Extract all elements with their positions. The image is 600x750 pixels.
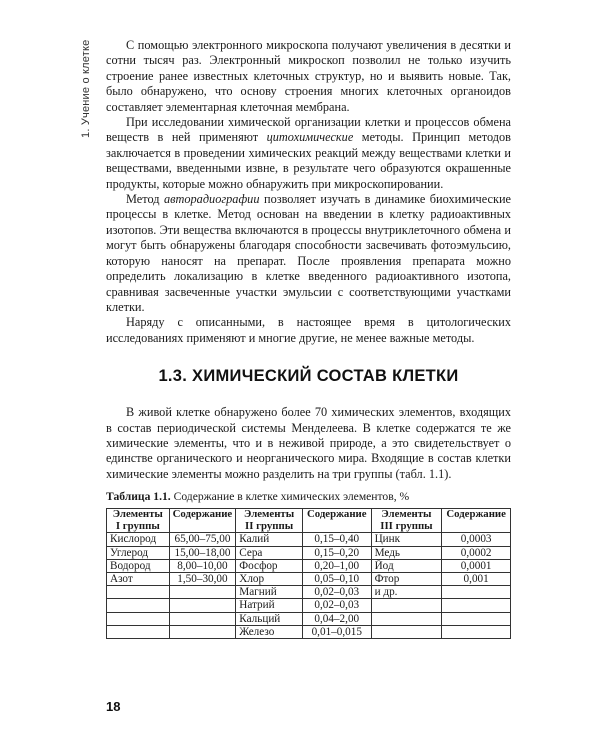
paragraph-text: При исследовании химической организации клетки и процессов обмена веществ в ней применяют xyxy=(106,115,511,145)
content-value-cell: 1,50–30,00 xyxy=(169,572,236,585)
running-header: 1. Учение о клетке xyxy=(80,40,92,139)
paragraph-text: Наряду с описанными, в настоящее время в цитологических исследованиях применяют и многие другие, не менее важные методы. xyxy=(106,315,511,345)
paragraph-text: Метод xyxy=(126,192,165,207)
content-value-cell: 0,0001 xyxy=(442,559,511,572)
element-name-cell: Цинк xyxy=(371,533,442,546)
column-header: Элементы II группы xyxy=(236,509,303,533)
element-name-cell: Кислород xyxy=(107,533,170,546)
content-value-cell xyxy=(442,586,511,599)
element-name-cell: Железо xyxy=(236,625,303,638)
content-value-cell: 0,20–1,00 xyxy=(302,559,371,572)
content-value-cell xyxy=(442,599,511,612)
column-header: Содержание xyxy=(442,509,511,533)
body-text xyxy=(106,38,511,346)
content-value-cell: 0,05–0,10 xyxy=(302,572,371,585)
content-value-cell: 8,00–10,00 xyxy=(169,559,236,572)
element-name-cell: Углерод xyxy=(107,546,170,559)
paragraph-text: позволяет изучать в динамике биохимические процессы в клетке. Метод основан на введении в клетку радиоактивных изотопов. Эти вещества включаются в процессы внутриклеточного обмена и могут быть обнаружены благодаря способности засвечивать фотоэмульсию, которую наносят на препарат. После проявления препарата можно определить локализацию в клетке введенного радиоактивного изотопа, сравнивая засвеченные участки эмульсии с соответствующими участками клетки. xyxy=(106,192,511,314)
element-name-cell xyxy=(107,586,170,599)
content-value-cell: 15,00–18,00 xyxy=(169,546,236,559)
content-value-cell: 0,01–0,015 xyxy=(302,625,371,638)
content-value-cell: 0,0002 xyxy=(442,546,511,559)
element-name-cell: Кальций xyxy=(236,612,303,625)
table-caption-text: Содержание в клетке химических элементов, % xyxy=(170,490,410,504)
content-value-cell: 0,001 xyxy=(442,572,511,585)
table-row xyxy=(107,572,511,585)
content-value-cell xyxy=(169,599,236,612)
table-row xyxy=(107,586,511,599)
element-name-cell: Магний xyxy=(236,586,303,599)
element-name-cell xyxy=(107,625,170,638)
table-header-row xyxy=(107,509,511,533)
paragraph xyxy=(106,192,511,315)
element-name-cell: Фосфор xyxy=(236,559,303,572)
element-name-cell: Водород xyxy=(107,559,170,572)
content-value-cell: 0,04–2,00 xyxy=(302,612,371,625)
paragraph-text: методы. Принцип методов заключается в проведении химических реакций между веществами клетки и веществами, введенными извне, в результате чего образуются окрашенные продукты, которые можно обнаружить при микроскопировании. xyxy=(106,130,511,191)
table-row xyxy=(107,612,511,625)
content-value-cell xyxy=(169,612,236,625)
content-value-cell xyxy=(442,612,511,625)
element-name-cell: Йод xyxy=(371,559,442,572)
element-name-cell xyxy=(107,599,170,612)
method-term: цитохимические xyxy=(266,130,354,145)
table-caption-label: Таблица 1.1. xyxy=(106,490,171,504)
element-name-cell xyxy=(371,599,442,612)
element-name-cell xyxy=(107,612,170,625)
page-number: 18 xyxy=(106,699,121,714)
element-name-cell: Сера xyxy=(236,546,303,559)
element-name-cell: Азот xyxy=(107,572,170,585)
method-term: авторадиографии xyxy=(164,192,260,207)
paragraph xyxy=(106,315,511,346)
content-value-cell xyxy=(169,586,236,599)
page-content xyxy=(106,38,511,639)
element-name-cell: Фтор xyxy=(371,572,442,585)
table-body xyxy=(107,533,511,639)
content-value-cell xyxy=(169,625,236,638)
table-row xyxy=(107,625,511,638)
table-row xyxy=(107,599,511,612)
table-row xyxy=(107,546,511,559)
table-row xyxy=(107,559,511,572)
content-value-cell: 65,00–75,00 xyxy=(169,533,236,546)
table-row xyxy=(107,533,511,546)
element-name-cell: Калий xyxy=(236,533,303,546)
element-name-cell: Хлор xyxy=(236,572,303,585)
content-value-cell: 0,02–0,03 xyxy=(302,599,371,612)
content-value-cell: 0,0003 xyxy=(442,533,511,546)
element-name-cell: Медь xyxy=(371,546,442,559)
column-header: Элементы III группы xyxy=(371,509,442,533)
content-value-cell: 0,02–0,03 xyxy=(302,586,371,599)
table-caption xyxy=(106,490,511,503)
element-name-cell: и др. xyxy=(371,586,442,599)
content-value-cell xyxy=(442,625,511,638)
column-header: Содержание xyxy=(302,509,371,533)
elements-table xyxy=(106,508,511,639)
section-paragraph: В живой клетке обнаружено более 70 химических элементов, входящих в состав периодической системы Менделеева. В клетке содержатся те же химические элементы, что и в неживой природе, а это свидетельствует о единстве органического и неорганического мира. Входящие в состав клетки химические элементы можно разделить на три группы (табл. 1.1). xyxy=(106,405,511,481)
element-name-cell: Натрий xyxy=(236,599,303,612)
paragraph xyxy=(106,115,511,192)
column-header: Содержание xyxy=(169,509,236,533)
column-header: Элементы I группы xyxy=(107,509,170,533)
element-name-cell xyxy=(371,625,442,638)
paragraph xyxy=(106,38,511,115)
section-title: 1.3. ХИМИЧЕСКИЙ СОСТАВ КЛЕТКИ xyxy=(158,367,459,386)
element-name-cell xyxy=(371,612,442,625)
content-value-cell: 0,15–0,20 xyxy=(302,546,371,559)
paragraph-text: С помощью электронного микроскопа получают увеличения в десятки и сотни тысяч раз. Электронный микроскоп позволил не только изучить строение ранее известных клеточных структур, но и выявить новые. Так, было обнаружено, что основу строения многих клеточных органоидов составляет элементарная клеточная мембрана. xyxy=(106,38,511,114)
content-value-cell: 0,15–0,40 xyxy=(302,533,371,546)
